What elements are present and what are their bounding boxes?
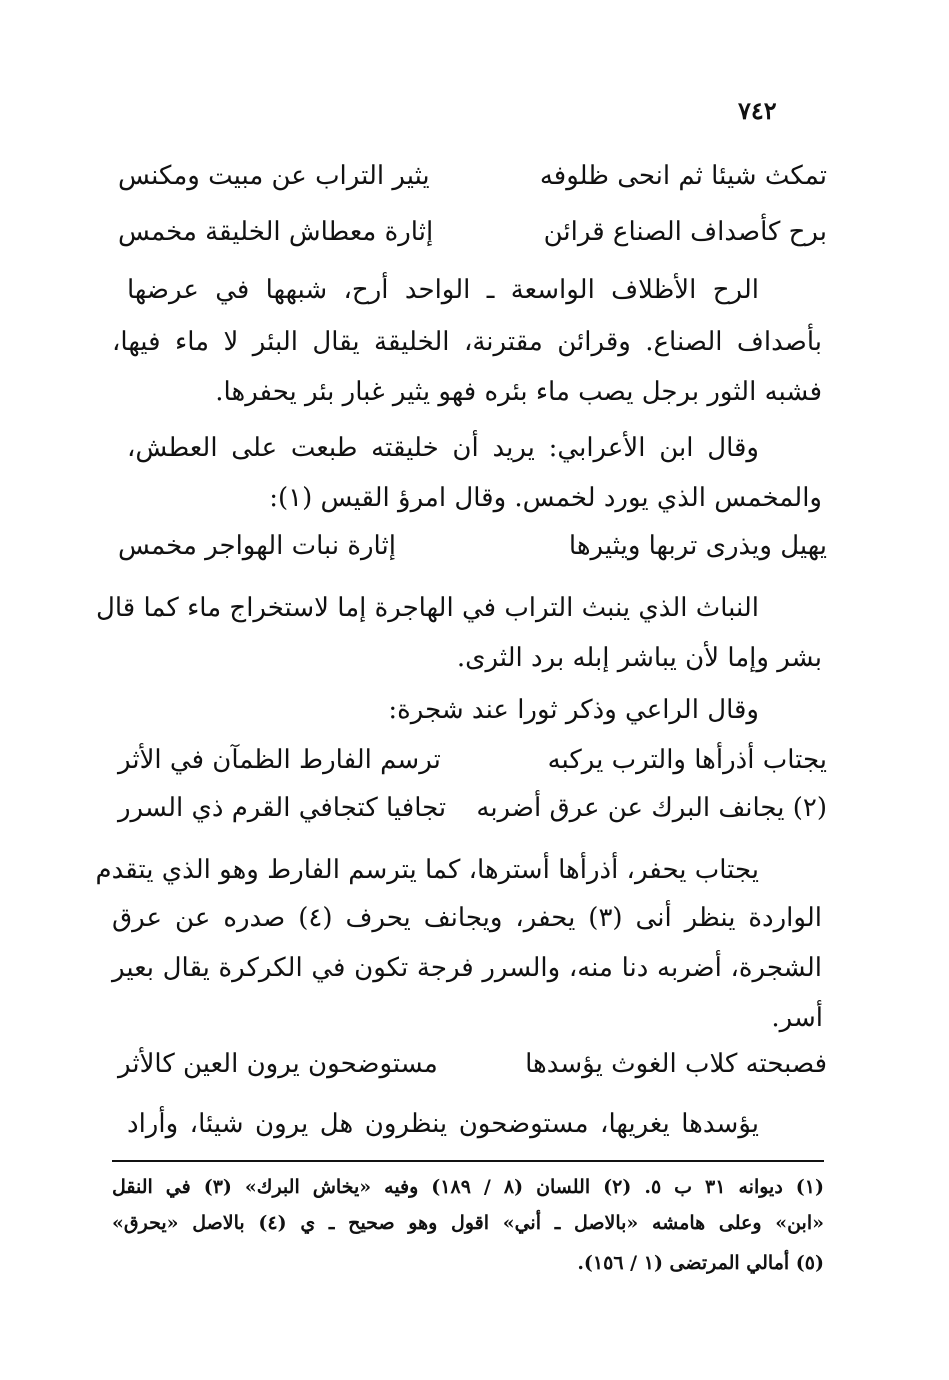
footnote-divider — [112, 1160, 824, 1162]
text-line: أسر. — [771, 1003, 823, 1033]
text-line: وقال ابن الأعرابي: يريد أن خليقته طبعت على العطش، — [127, 433, 759, 463]
footnote-line: (٥) أمالي المرتضى (١ / ١٥٦). — [577, 1252, 824, 1274]
verse-hemistich: تجافيا كتجافي القرم ذي السرر — [118, 793, 447, 823]
verse-hemistich: إثارة نبات الهواجر مخمس — [118, 531, 396, 561]
verse-hemistich: إثارة معطاش الخليقة مخمس — [118, 217, 434, 247]
verse-hemistich: يجتاب أذرأها والترب يركبه — [547, 745, 827, 775]
text-line: الرح الأظلاف الواسعة ـ الواحد أرح، شبهها في عرضها — [127, 275, 759, 305]
text-line: الشجرة، أضربه دنا منه، والسرر فرجة تكون في الكركرة يقال بعير — [112, 953, 822, 983]
verse-hemistich: يثير التراب عن مبيت ومكنس — [118, 161, 430, 191]
text-line: بشر وإما لأن يباشر إبله برد الثرى. — [456, 643, 822, 673]
text-line: فشبه الثور برجل يصب ماء بئره فهو يثير غبار بئر يحفرها. — [215, 377, 822, 407]
verse-hemistich: مستوضحون يرون العين كالأثر — [118, 1049, 438, 1079]
verse-hemistich: برح كأصداف الصناع قرائن — [543, 217, 827, 247]
page-number: ٧٤٢ — [738, 96, 777, 125]
footnote-line: «ابن» وعلى هامشه «بالاصل ـ أني» اقول وهو صحيح ـ ي (٤) بالاصل «يحرق» — [112, 1212, 824, 1234]
text-line: والمخمس الذي يورد لخمس. وقال امرؤ القيس (١): — [269, 483, 822, 513]
text-line: النباث الذي ينبث التراب في الهاجرة إما لاستخراج ماء كما قال — [95, 593, 759, 623]
verse-hemistich: ترسم الفارط الظمآن في الأثر — [118, 745, 441, 775]
text-line: بأصداف الصناع. وقرائن مقترنة، الخليقة يقال البئر لا ماء فيها، — [112, 327, 822, 357]
verse-hemistich: (٢) يجانف البرك عن عرق أضربه — [476, 793, 827, 823]
footnote-line: (١) ديوانه ٣١ ب ٥. (٢) اللسان (٨ / ١٨٩) وفيه «يخاش البرك» (٣) في النقل — [112, 1176, 824, 1198]
text-line: وقال الراعي وذكر ثورا عند شجرة: — [388, 695, 759, 725]
text-line: يؤسدها يغريها، مستوضحون ينظرون هل يرون شيئا، وأراد — [127, 1109, 759, 1139]
verse-hemistich: فصبحته كلاب الغوث يؤسدها — [525, 1049, 827, 1079]
text-line: الواردة ينظر أنى (٣) يحفر، ويجانف يحرف (٤) صدره عن عرق — [112, 903, 822, 933]
verse-hemistich: تمكث شيئا ثم انحى ظلوفه — [539, 161, 827, 191]
verse-hemistich: يهيل ويذرى تربها ويثيرها — [568, 531, 827, 561]
text-line: يجتاب يحفر، أذرأها أسترها، كما يترسم الفارط وهو الذي يتقدم — [95, 855, 759, 885]
